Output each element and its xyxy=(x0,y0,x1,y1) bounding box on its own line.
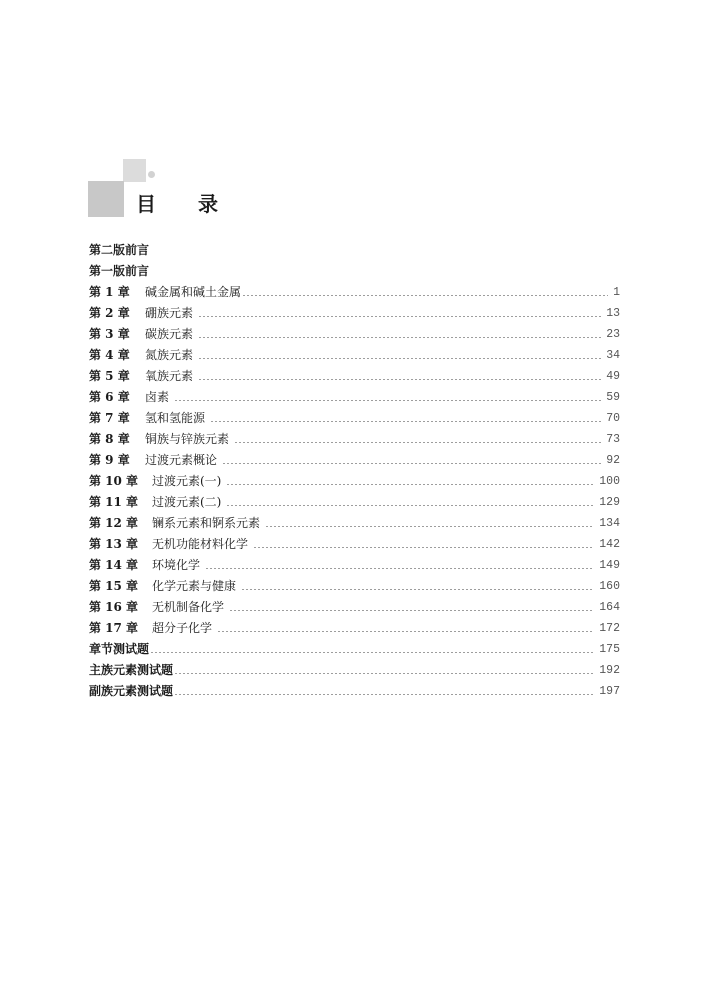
chapter-title: 氮族元素 xyxy=(145,348,194,362)
dot-leader xyxy=(198,316,601,317)
toc-chapter-item[interactable] xyxy=(89,408,620,429)
dot-leader xyxy=(174,694,594,695)
chapter-number: 第 2 章 xyxy=(89,306,130,320)
dot-leader xyxy=(253,547,594,548)
dot-leader xyxy=(174,400,601,401)
toc-front-matter-item[interactable] xyxy=(89,261,620,282)
chapter-number: 第 10 章 xyxy=(89,474,139,488)
dot-leader xyxy=(241,589,594,590)
chapter-title: 环境化学 xyxy=(152,558,201,572)
chapter-title: 硼族元素 xyxy=(145,306,194,320)
toc-appendix-item[interactable] xyxy=(89,660,620,681)
dot-leader xyxy=(222,463,601,464)
dot-leader xyxy=(242,295,608,296)
toc-chapter-item[interactable] xyxy=(89,303,620,324)
toc-chapter-item[interactable] xyxy=(89,618,620,639)
toc-appendix-item[interactable] xyxy=(89,639,620,660)
toc-chapter-item[interactable] xyxy=(89,534,620,555)
chapter-number: 第 15 章 xyxy=(89,579,139,593)
page-number: 13 xyxy=(606,307,620,320)
chapter-title: 碳族元素 xyxy=(145,327,194,341)
title-char-2: 录 xyxy=(198,192,218,216)
chapter-number: 第 13 章 xyxy=(89,537,139,551)
dot-leader xyxy=(198,337,601,338)
chapter-title: 无机功能材料化学 xyxy=(152,537,249,551)
chapter-number: 第 12 章 xyxy=(89,516,139,530)
chapter-number: 第 8 章 xyxy=(89,432,130,446)
dot-leader xyxy=(198,379,601,380)
chapter-number: 第 7 章 xyxy=(89,411,130,425)
page-number: 129 xyxy=(599,496,620,509)
toc-chapter-item[interactable] xyxy=(89,429,620,450)
decorative-square-small xyxy=(123,159,146,182)
chapter-number: 第 6 章 xyxy=(89,390,130,404)
toc-chapter-item[interactable] xyxy=(89,450,620,471)
chapter-number: 第 5 章 xyxy=(89,369,130,383)
chapter-title: 镧系元素和锕系元素 xyxy=(152,516,261,530)
dot-leader xyxy=(174,673,594,674)
chapter-title: 超分子化学 xyxy=(152,621,213,635)
dot-leader xyxy=(205,568,594,569)
page-number: 134 xyxy=(599,517,620,530)
page-number: 70 xyxy=(606,412,620,425)
chapter-title: 过渡元素概论 xyxy=(145,453,218,467)
toc-entry-title: 第一版前言 xyxy=(89,264,150,278)
dot-leader xyxy=(226,484,594,485)
toc-chapter-item[interactable] xyxy=(89,345,620,366)
dot-leader xyxy=(234,442,601,443)
chapter-number: 第 4 章 xyxy=(89,348,130,362)
appendix-title: 章节测试题 xyxy=(89,642,150,656)
page-number: 1 xyxy=(613,286,620,299)
chapter-number: 第 3 章 xyxy=(89,327,130,341)
page-number: 23 xyxy=(606,328,620,341)
dot-leader xyxy=(150,652,594,653)
chapter-number: 第 14 章 xyxy=(89,558,139,572)
dot-leader xyxy=(226,505,594,506)
toc-chapter-item[interactable] xyxy=(89,471,620,492)
chapter-title: 过渡元素(二) xyxy=(152,495,222,509)
chapter-title: 化学元素与健康 xyxy=(152,579,237,593)
chapter-title: 氧族元素 xyxy=(145,369,194,383)
page-number: 100 xyxy=(599,475,620,488)
toc-front-matter-item[interactable] xyxy=(89,240,620,261)
page-number: 92 xyxy=(606,454,620,467)
page-number: 142 xyxy=(599,538,620,551)
decorative-dot xyxy=(148,171,155,178)
page-number: 59 xyxy=(606,391,620,404)
chapter-title: 铜族与锌族元素 xyxy=(145,432,230,446)
dot-leader xyxy=(217,631,594,632)
toc-chapter-item[interactable] xyxy=(89,492,620,513)
toc-chapter-item[interactable] xyxy=(89,282,620,303)
toc-chapter-item[interactable] xyxy=(89,324,620,345)
title-char-1: 目 xyxy=(136,192,156,216)
page-number: 192 xyxy=(599,664,620,677)
page-number: 34 xyxy=(606,349,620,362)
appendix-title: 副族元素测试题 xyxy=(89,684,174,698)
chapter-title: 无机制备化学 xyxy=(152,600,225,614)
page-number: 49 xyxy=(606,370,620,383)
toc-chapter-item[interactable] xyxy=(89,387,620,408)
toc-chapter-item[interactable] xyxy=(89,597,620,618)
chapter-title: 卤素 xyxy=(145,390,170,404)
dot-leader xyxy=(198,358,601,359)
chapter-number: 第 17 章 xyxy=(89,621,139,635)
dot-leader xyxy=(210,421,601,422)
chapter-number: 第 1 章 xyxy=(89,285,130,299)
dot-leader xyxy=(265,526,594,527)
toc-chapter-item[interactable] xyxy=(89,366,620,387)
table-of-contents xyxy=(89,240,620,702)
decorative-square-large xyxy=(88,181,124,217)
page-number: 164 xyxy=(599,601,620,614)
page-number: 197 xyxy=(599,685,620,698)
chapter-title: 碱金属和碱土金属 xyxy=(145,285,242,299)
chapter-title: 氢和氢能源 xyxy=(145,411,206,425)
chapter-number: 第 11 章 xyxy=(89,495,139,509)
toc-chapter-item[interactable] xyxy=(89,576,620,597)
page-number: 175 xyxy=(599,643,620,656)
page-number: 172 xyxy=(599,622,620,635)
toc-chapter-item[interactable] xyxy=(89,555,620,576)
toc-appendix-item[interactable] xyxy=(89,681,620,702)
chapter-title: 过渡元素(一) xyxy=(152,474,222,488)
page-number: 160 xyxy=(599,580,620,593)
page-number: 73 xyxy=(606,433,620,446)
page-number: 149 xyxy=(599,559,620,572)
dot-leader xyxy=(229,610,594,611)
chapter-number: 第 9 章 xyxy=(89,453,130,467)
toc-chapter-item[interactable] xyxy=(89,513,620,534)
appendix-title: 主族元素测试题 xyxy=(89,663,174,677)
toc-entry-title: 第二版前言 xyxy=(89,243,150,257)
chapter-number: 第 16 章 xyxy=(89,600,139,614)
